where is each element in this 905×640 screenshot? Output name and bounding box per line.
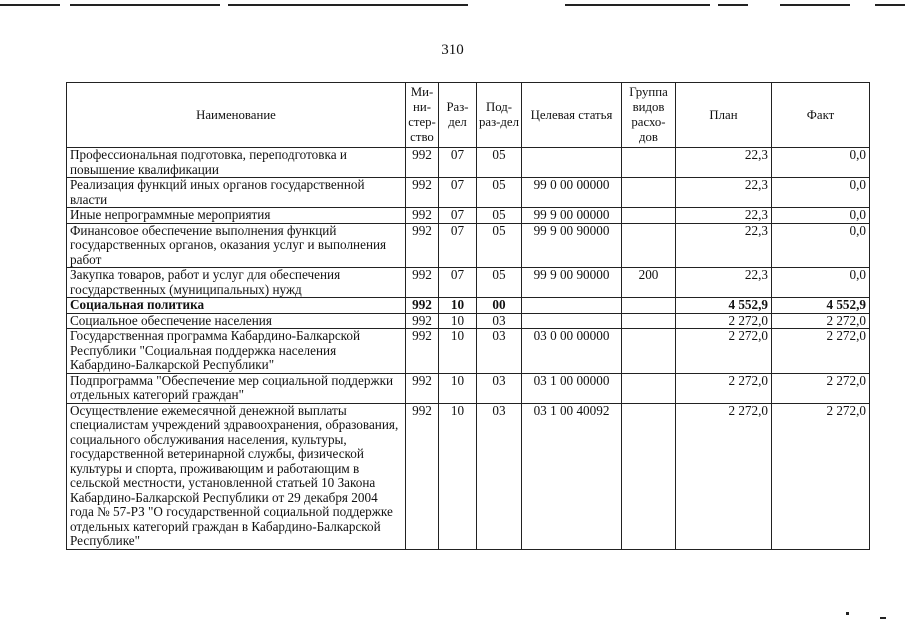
cell-group [622, 373, 676, 403]
cell-fact: 0,0 [772, 268, 870, 298]
page-number: 310 [441, 42, 464, 58]
cell-plan: 2 272,0 [676, 329, 772, 374]
cell-ministry: 992 [406, 403, 439, 549]
cell-section: 10 [439, 373, 477, 403]
cell-ministry: 992 [406, 373, 439, 403]
cell-subsection: 05 [477, 223, 522, 268]
header-group: Группа видов расхо-дов [622, 83, 676, 148]
cell-subsection: 05 [477, 148, 522, 178]
table-row [67, 223, 870, 268]
cell-group [622, 178, 676, 208]
cell-fact: 2 272,0 [772, 373, 870, 403]
cell-target: 99 9 00 00000 [522, 208, 622, 224]
scan-artifact-line [875, 4, 905, 6]
cell-plan: 22,3 [676, 223, 772, 268]
cell-plan: 22,3 [676, 268, 772, 298]
cell-name: Подпрограмма "Обеспечение мер социальной поддержки отдельных категорий граждан" [67, 373, 406, 403]
table-row [67, 373, 870, 403]
cell-group [622, 298, 676, 314]
cell-target: 99 9 00 90000 [522, 268, 622, 298]
cell-name: Финансовое обеспечение выполнения функций государственных органов, оказания услуг и выполнения работ [67, 223, 406, 268]
cell-section: 07 [439, 268, 477, 298]
cell-name: Профессиональная подготовка, переподготовка и повышение квалификации [67, 148, 406, 178]
cell-group [622, 403, 676, 549]
table-row [67, 178, 870, 208]
cell-plan: 2 272,0 [676, 403, 772, 549]
scan-artifact-line [0, 4, 60, 6]
cell-fact: 4 552,9 [772, 298, 870, 314]
cell-plan: 22,3 [676, 178, 772, 208]
cell-section: 07 [439, 178, 477, 208]
cell-group [622, 329, 676, 374]
cell-section: 07 [439, 208, 477, 224]
cell-ministry: 992 [406, 329, 439, 374]
table-row [67, 329, 870, 374]
cell-ministry: 992 [406, 313, 439, 329]
cell-section: 07 [439, 148, 477, 178]
cell-target: 03 1 00 40092 [522, 403, 622, 549]
header-target: Целевая статья [522, 83, 622, 148]
cell-group [622, 208, 676, 224]
cell-name: Социальное обеспечение населения [67, 313, 406, 329]
cell-plan: 22,3 [676, 208, 772, 224]
cell-subsection: 03 [477, 403, 522, 549]
table-row [67, 268, 870, 298]
budget-table [66, 82, 870, 550]
cell-plan: 22,3 [676, 148, 772, 178]
cell-section: 10 [439, 313, 477, 329]
header-subsection: Под-раз-дел [477, 83, 522, 148]
cell-subsection: 05 [477, 178, 522, 208]
cell-fact: 2 272,0 [772, 313, 870, 329]
table-row [67, 148, 870, 178]
cell-name: Социальная политика [67, 298, 406, 314]
cell-plan: 2 272,0 [676, 373, 772, 403]
scan-artifact-line [70, 4, 220, 6]
cell-target: 99 9 00 90000 [522, 223, 622, 268]
scan-artifact-line [718, 4, 748, 6]
cell-target: 03 1 00 00000 [522, 373, 622, 403]
scan-speck [880, 617, 886, 619]
cell-group [622, 313, 676, 329]
cell-fact: 0,0 [772, 223, 870, 268]
cell-group: 200 [622, 268, 676, 298]
cell-section: 10 [439, 403, 477, 549]
header-ministry: Ми-ни-стер-ство [406, 83, 439, 148]
cell-group [622, 148, 676, 178]
cell-ministry: 992 [406, 298, 439, 314]
cell-ministry: 992 [406, 208, 439, 224]
cell-subsection: 05 [477, 208, 522, 224]
cell-fact: 2 272,0 [772, 329, 870, 374]
cell-name: Иные непрограммные мероприятия [67, 208, 406, 224]
cell-group [622, 223, 676, 268]
header-plan: План [676, 83, 772, 148]
cell-ministry: 992 [406, 178, 439, 208]
cell-subsection: 03 [477, 313, 522, 329]
cell-name: Закупка товаров, работ и услуг для обеспечения государственных (муниципальных) нужд [67, 268, 406, 298]
header-fact: Факт [772, 83, 870, 148]
cell-target: 99 0 00 00000 [522, 178, 622, 208]
cell-name: Реализация функций иных органов государственной власти [67, 178, 406, 208]
table-row [67, 208, 870, 224]
header-section: Раз-дел [439, 83, 477, 148]
cell-subsection: 03 [477, 329, 522, 374]
scan-speck [846, 612, 849, 615]
cell-ministry: 992 [406, 148, 439, 178]
cell-plan: 2 272,0 [676, 313, 772, 329]
cell-name: Осуществление ежемесячной денежной выплаты специалистам учреждений здравоохранения, образования, социального обслуживания населения, культуры, государственной ветеринарной службы, физической культуры и спорта, проживающим и работающим в сельской местности, установленной статьей 10 Закона Кабардино-Балкарской Республики от 29 декабря 2004 года № 57-РЗ "О государственной социальной поддержке отдельных категорий граждан в Кабардино-Балкарской Республике" [67, 403, 406, 549]
cell-ministry: 992 [406, 268, 439, 298]
cell-ministry: 992 [406, 223, 439, 268]
cell-target [522, 313, 622, 329]
scan-artifact-line [228, 4, 468, 6]
cell-fact: 0,0 [772, 178, 870, 208]
cell-subsection: 00 [477, 298, 522, 314]
cell-subsection: 05 [477, 268, 522, 298]
table-row [67, 298, 870, 314]
table-header-row [67, 83, 870, 148]
cell-subsection: 03 [477, 373, 522, 403]
cell-target [522, 298, 622, 314]
cell-target: 03 0 00 00000 [522, 329, 622, 374]
cell-fact: 0,0 [772, 148, 870, 178]
cell-name: Государственная программа Кабардино-Балкарской Республики "Социальная поддержка населения Кабардино-Балкарской Республики" [67, 329, 406, 374]
cell-plan: 4 552,9 [676, 298, 772, 314]
cell-fact: 2 272,0 [772, 403, 870, 549]
table-row [67, 313, 870, 329]
cell-target [522, 148, 622, 178]
cell-section: 10 [439, 298, 477, 314]
table-row [67, 403, 870, 549]
header-name: Наименование [67, 83, 406, 148]
cell-section: 10 [439, 329, 477, 374]
cell-section: 07 [439, 223, 477, 268]
cell-fact: 0,0 [772, 208, 870, 224]
scan-artifact-line [565, 4, 710, 6]
scan-artifact-line [780, 4, 850, 6]
